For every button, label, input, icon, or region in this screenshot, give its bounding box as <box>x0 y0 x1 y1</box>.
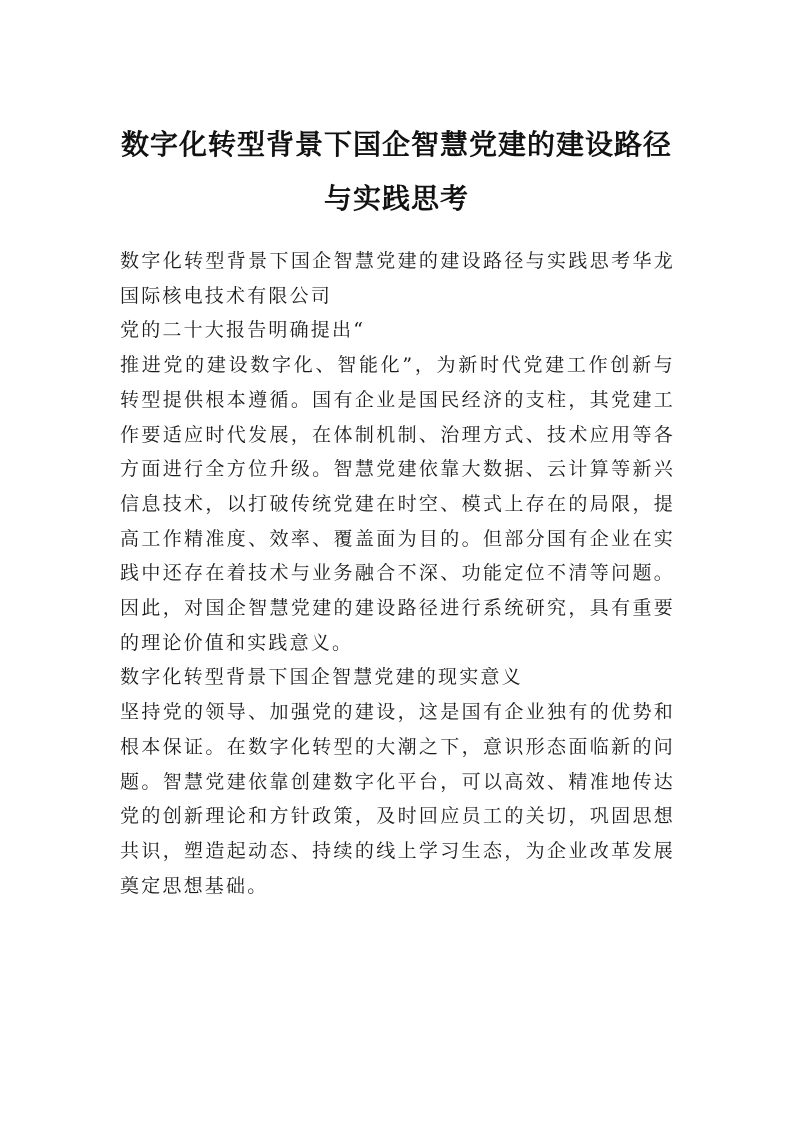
paragraph-significance: 坚持党的领导、加强党的建设，这是国有企业独有的优势和根本保证。在数字化转型的大潮之下，意识形态面临新的问题。智慧党建依靠创建数字化平台，可以高效、精准地传达党的创新理论和方针政策，及时回应员工的关切，巩固思想共识，塑造起动态、持续的线上学习生态，为企业改革发展奠定思想基础。 <box>120 701 675 897</box>
paragraph-report-intro: 党的二十大报告明确提出“ <box>120 319 366 342</box>
section-heading-significance: 数字化转型背景下国企智慧党建的现实意义 <box>120 666 523 689</box>
paragraph-background: 推进党的建设数字化、智能化”，为新时代党建工作创新与转型提供根本遵循。国有企业是国民经济的支柱，其党建工作要适应时代发展，在体制机制、治理方式、技术应用等各方面进行全方位升级。智慧党建依靠大数据、云计算等新兴信息技术，以打破传统党建在时空、模式上存在的局限，提高工作精准度、效率、覆盖面为目的。但部分国有企业在实践中还存在着技术与业务融合不深、功能定位不清等问题。因此，对国企智慧党建的建设路径进行系统研究，具有重要的理论价值和实践意义。 <box>120 354 675 654</box>
document-title: 数字化转型背景下国企智慧党建的建设路径与实践思考 <box>120 128 672 215</box>
document-body <box>120 244 675 903</box>
paragraph-subtitle-affiliation: 数字化转型背景下国企智慧党建的建设路径与实践思考华龙国际核电技术有限公司 <box>120 250 675 307</box>
